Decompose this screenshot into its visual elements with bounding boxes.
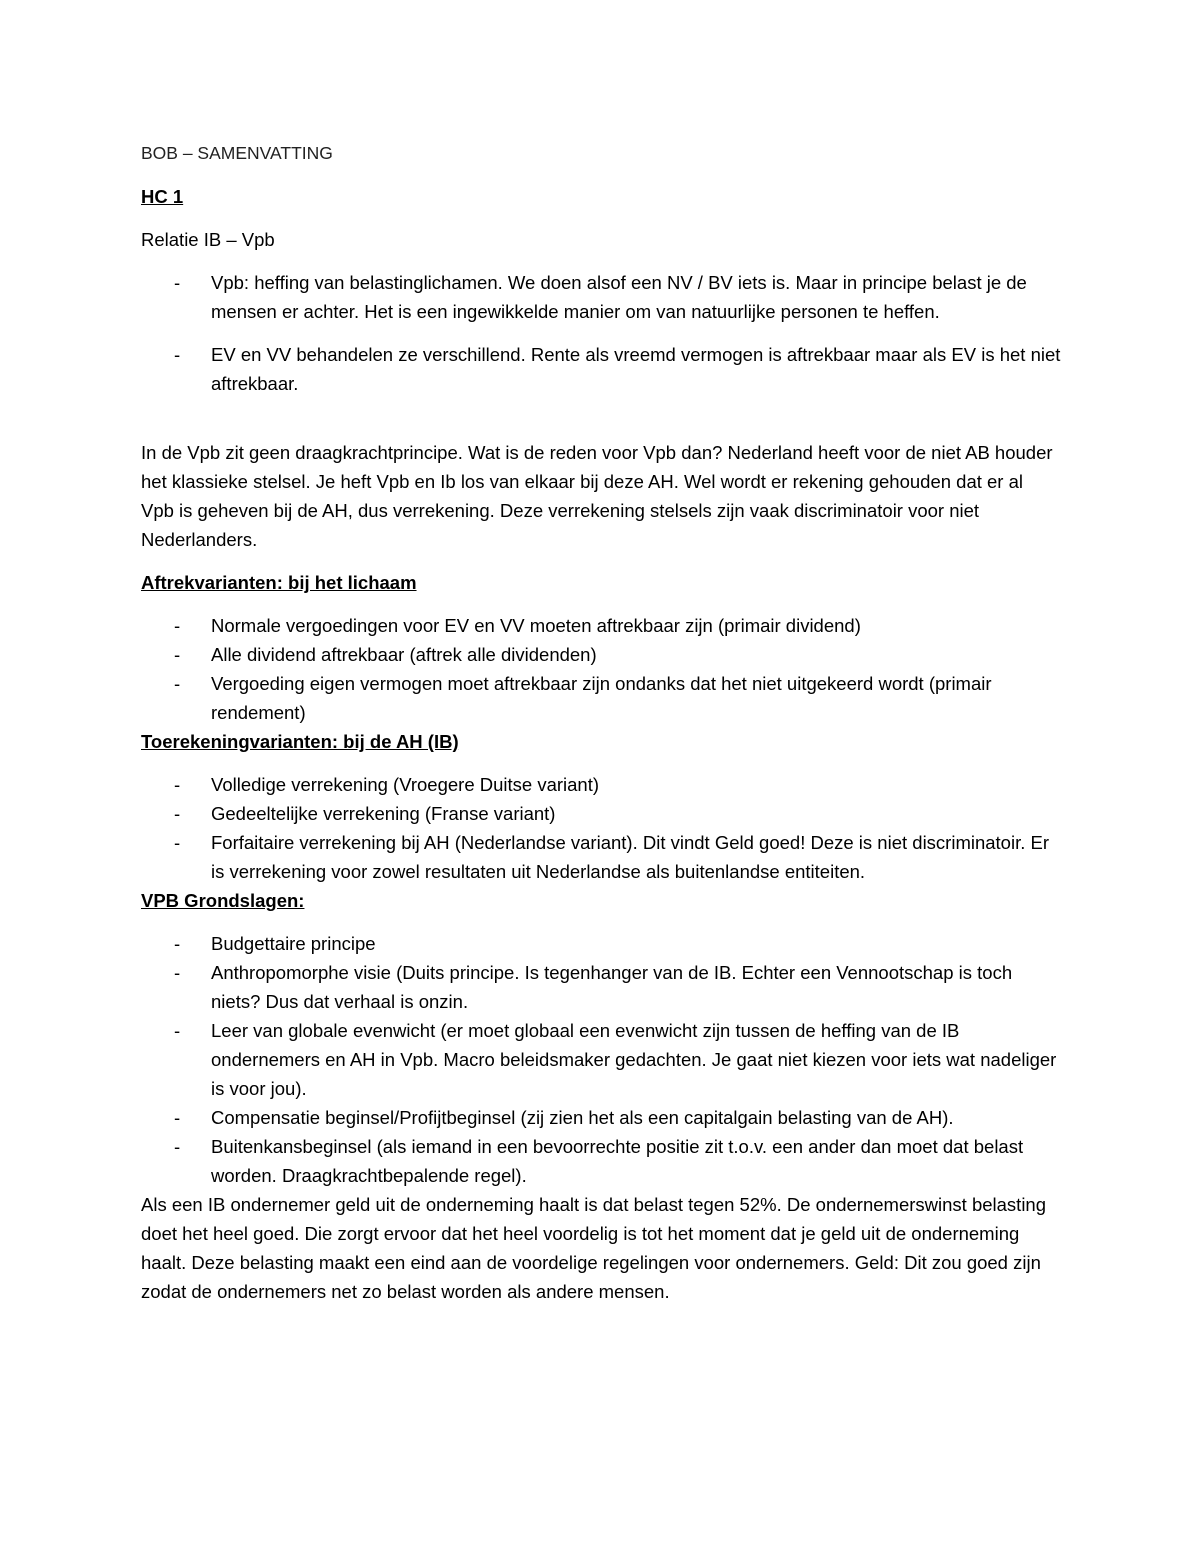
paragraph-ondernemer: Als een IB ondernemer geld uit de onderneming haalt is dat belast tegen 52%. De ondernemerswinst belasting doet het heel goed. Die zorgt ervoor dat het heel voordelig is tot het moment dat je geld uit de onderneming haalt. Deze belasting maakt een eind aan de voordelige regelingen voor ondernemers. Geld: Dit zou goed zijn zodat de ondernemers net zo belast worden als andere mensen. [141, 1194, 1047, 1302]
aftrek-list [141, 611, 1061, 727]
document-page [141, 139, 1061, 1306]
list-item-text: Vpb: heffing van belastinglichamen. We doen alsof een NV / BV iets is. Maar in principe belast je de mensen er achter. Het is een ingewikkelde manier om van natuurlijke personen te heffen. [211, 272, 1027, 322]
list-item-text: Gedeeltelijke verrekening (Franse variant) [211, 803, 556, 824]
list-item [141, 958, 1061, 1016]
grondslagen-list [141, 929, 1061, 1190]
dash-bullet: - [174, 933, 181, 954]
lecture-heading: HC 1 [141, 186, 184, 207]
dash-bullet: - [174, 344, 181, 365]
list-item-text: Leer van globale evenwicht (er moet globaal een evenwicht zijn tussen de heffing van de IB ondernemers en AH in Vpb. Macro beleidsmaker gedachten. Je gaat niet kiezen voor iets wat nadeliger is voor jou). [211, 1020, 1057, 1099]
dash-bullet: - [174, 774, 181, 795]
list-item [141, 669, 1061, 727]
list-item-text: Budgettaire principe [211, 933, 376, 954]
document-title: BOB – SAMENVATTING [141, 143, 333, 163]
list-item-text: Compensatie beginsel/Profijtbeginsel (zij zien het als een capitalgain belasting van de AH). [211, 1107, 954, 1128]
list-item [141, 770, 1061, 799]
list-item [141, 1103, 1061, 1132]
dash-bullet: - [174, 803, 181, 824]
dash-bullet: - [174, 832, 181, 853]
dash-bullet: - [174, 1136, 181, 1157]
dash-bullet: - [174, 962, 181, 983]
list-item [141, 340, 1061, 398]
dash-bullet: - [174, 272, 181, 293]
dash-bullet: - [174, 1020, 181, 1041]
list-item-text: Volledige verrekening (Vroegere Duitse variant) [211, 774, 600, 795]
dash-bullet: - [174, 673, 181, 694]
list-item [141, 929, 1061, 958]
list-item [141, 828, 1061, 886]
list-item-text: Buitenkansbeginsel (als iemand in een bevoorrechte positie zit t.o.v. een ander dan moet dat belast worden. Draagkrachtbepalende regel). [211, 1136, 1024, 1186]
list-item [141, 268, 1061, 326]
list-item [141, 1016, 1061, 1103]
relation-heading: Relatie IB – Vpb [141, 229, 275, 250]
list-item-text: Anthropomorphe visie (Duits principe. Is tegenhanger van de IB. Echter een Vennootschap is toch niets? Dus dat verhaal is onzin. [211, 962, 1013, 1012]
grondslagen-heading: VPB Grondslagen: [141, 890, 305, 911]
aftrek-heading: Aftrekvarianten: bij het lichaam [141, 572, 417, 593]
list-item-text: Vergoeding eigen vermogen moet aftrekbaar zijn ondanks dat het niet uitgekeerd wordt (primair rendement) [211, 673, 992, 723]
list-item-text: Normale vergoedingen voor EV en VV moeten aftrekbaar zijn (primair dividend) [211, 615, 861, 636]
list-item [141, 611, 1061, 640]
list-item [141, 640, 1061, 669]
toerekening-list [141, 770, 1061, 886]
relation-list [141, 268, 1061, 398]
dash-bullet: - [174, 615, 181, 636]
dash-bullet: - [174, 644, 181, 665]
dash-bullet: - [174, 1107, 181, 1128]
list-item-text: EV en VV behandelen ze verschillend. Rente als vreemd vermogen is aftrekbaar maar als EV is het niet aftrekbaar. [211, 344, 1061, 394]
toerekening-heading: Toerekeningvarianten: bij de AH (IB) [141, 731, 459, 752]
list-item [141, 799, 1061, 828]
list-item-text: Alle dividend aftrekbaar (aftrek alle dividenden) [211, 644, 597, 665]
paragraph-draagkracht: In de Vpb zit geen draagkrachtprincipe. Wat is de reden voor Vpb dan? Nederland heeft voor de niet AB houder het klassieke stelsel. Je heft Vpb en Ib los van elkaar bij deze AH. Wel wordt er rekening gehouden dat er al Vpb is geheven bij de AH, dus verrekening. Deze verrekening stelsels zijn vaak discriminatoir voor niet Nederlanders. [141, 442, 1053, 550]
list-item [141, 1132, 1061, 1190]
list-item-text: Forfaitaire verrekening bij AH (Nederlandse variant). Dit vindt Geld goed! Deze is niet discriminatoir. Er is verrekening voor zowel resultaten uit Nederlandse als buitenlandse entiteiten. [211, 832, 1050, 882]
